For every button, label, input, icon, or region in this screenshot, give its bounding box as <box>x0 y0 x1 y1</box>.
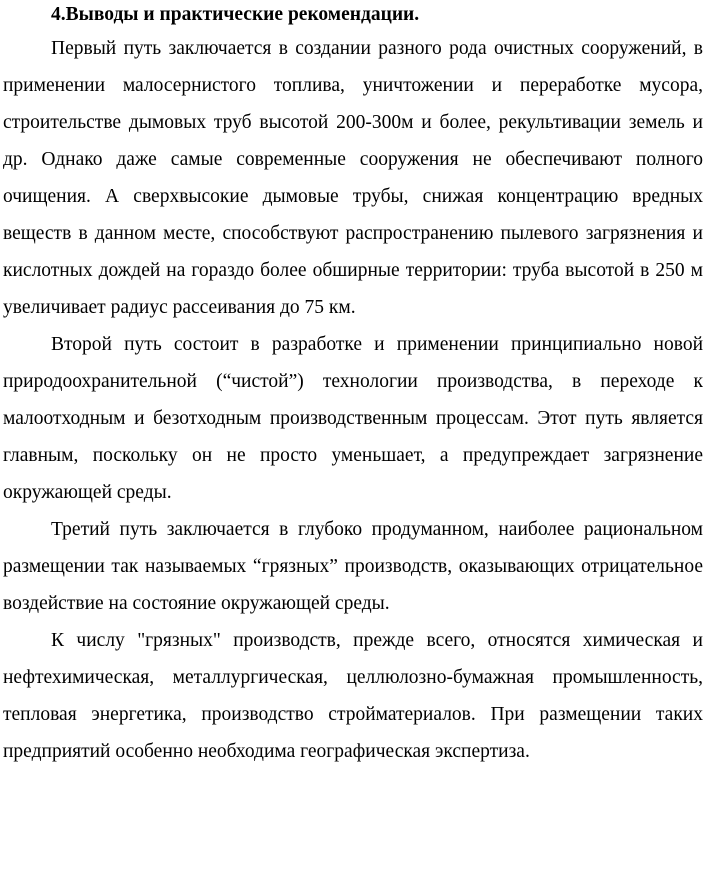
paragraph-first-way: Первый путь заключается в создании разного рода очистных сооружений, в применении малосернистого топлива, уничтожении и переработке мусора, строительстве дымовых труб высотой 200-300м и более, рекультивации земель и др. Однако даже самые современные сооружения не обеспечивают полного очищения. А сверхвысокие дымовые трубы, снижая концентрацию вредных веществ в данном месте, способствуют распространению пылевого загрязнения и кислотных дождей на гораздо более обширные территории: труба высотой в 250 м увеличивает радиус рассеивания до 75 км. <box>3 38 703 318</box>
paragraph-second-way: Второй путь состоит в разработке и применении принципиально новой природоохранительной (“чистой”) технологии производства, в переходе к малоотходным и безотходным производственным процессам. Этот путь является главным, поскольку он не просто уменьшает, а предупреждает загрязнение окружающей среды. <box>3 334 703 503</box>
document-page <box>3 0 703 770</box>
section-heading: 4.Выводы и практические рекомендации. <box>51 4 420 25</box>
paragraph-dirty-industries: К числу "грязных" производств, прежде всего, относятся химическая и нефтехимическая, металлургическая, целлюлозно-бумажная промышленность, тепловая энергетика, производство стройматериалов. При размещении таких предприятий особенно необходима географическая экспертиза. <box>3 630 703 762</box>
paragraph-third-way: Третий путь заключается в глубоко продуманном, наиболее рациональном размещении так называемых “грязных” производств, оказывающих отрицательное воздействие на состояние окружающей среды. <box>3 519 703 614</box>
